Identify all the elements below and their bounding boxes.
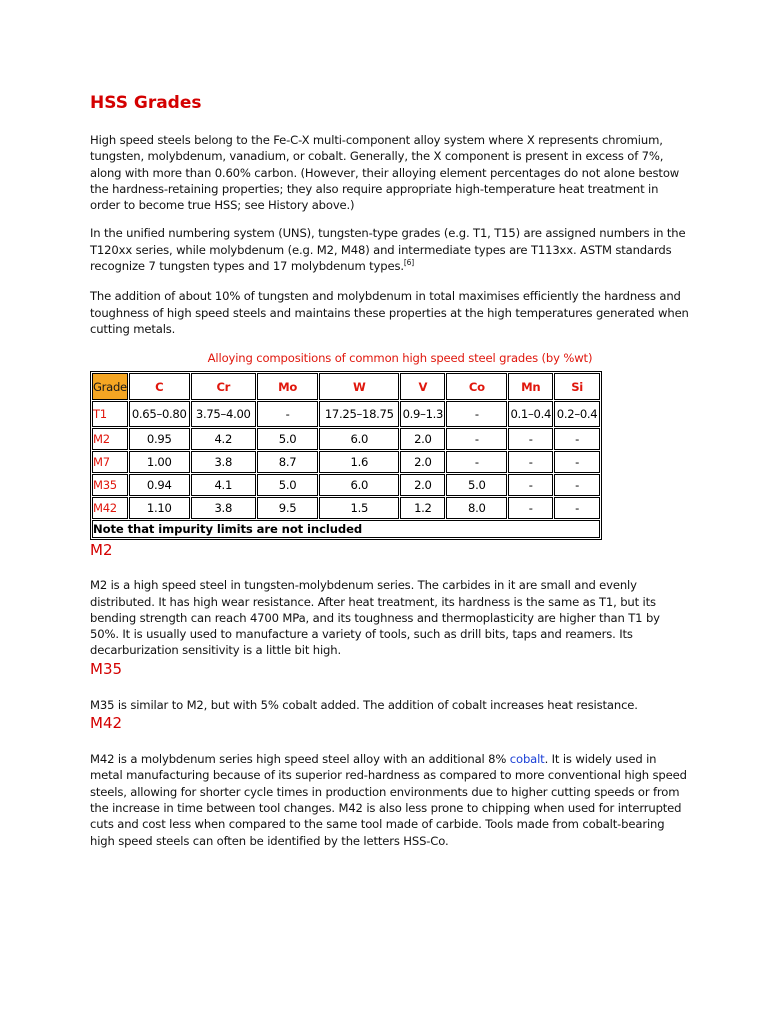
- table-cell: 5.0: [446, 474, 507, 496]
- table-cell: 0.9–1.3: [400, 401, 445, 427]
- page-title: HSS Grades: [90, 93, 202, 113]
- table-note: Note that impurity limits are not included: [92, 520, 600, 538]
- section-heading-m2: M2: [90, 541, 113, 560]
- table-row: [92, 474, 600, 496]
- table-cell: 6.0: [319, 474, 399, 496]
- section-text-m42-part-2: . It is widely used in metal manufacturing because of its superior red-hardness as compared to more conventional high speed steels, allowing for shorter cycle times in production environments due to higher cutting speeds or from the increase in time between tool changes. M42 is also less prone to chipping when used for interrupted cuts and cost less when compared to the same tool made of carbide. Tools made from cobalt-bearing high speed steels can often be identified by the letters HSS-Co.: [90, 752, 687, 848]
- table-cell: 1.6: [319, 451, 399, 473]
- table-cell: 0.1–0.4: [508, 401, 553, 427]
- section-text-m35: M35 is similar to M2, but with 5% cobalt added. The addition of cobalt increases heat resistance.: [90, 697, 638, 712]
- table-cell: -: [508, 428, 553, 450]
- table-cell: -: [554, 474, 600, 496]
- column-header-si: Si: [554, 373, 600, 400]
- table-cell: 3.75–4.00: [191, 401, 256, 427]
- column-header-c: C: [129, 373, 190, 400]
- table-cell: -: [446, 401, 507, 427]
- column-header-cr: Cr: [191, 373, 256, 400]
- table-cell: 2.0: [400, 451, 445, 473]
- table-cell: 2.0: [400, 474, 445, 496]
- article: [90, 92, 690, 849]
- intro-paragraph-2: [90, 225, 690, 274]
- section-text-m42: [90, 751, 690, 849]
- intro-paragraph-2-text: In the unified numbering system (UNS), tungsten-type grades (e.g. T1, T15) are assigned numbers in the T120xx series, while molybdenum (e.g. M2, M48) and intermediate types are T113xx. ASTM standards recognize 7 tungsten types and 17 molybdenum types.: [90, 226, 686, 274]
- table-note-row: [92, 520, 600, 538]
- table-cell: 0.65–0.80: [129, 401, 190, 427]
- table-cell: 4.2: [191, 428, 256, 450]
- table-cell: 3.8: [191, 497, 256, 519]
- table-cell: -: [257, 401, 318, 427]
- section-text-m2: M2 is a high speed steel in tungsten-molybdenum series. The carbides in it are small and evenly distributed. It has high wear resistance. After heat treatment, its hardness is the same as T1, but its bending strength can reach 4700 MPa, and its toughness and thermoplasticity are higher than T1 by 50%. It is usually used to manufacture a variety of tools, such as drill bits, taps and reamers. Its decarburization sensitivity is a little bit high.: [90, 578, 660, 658]
- grade-cell: M35: [92, 474, 128, 496]
- grade-cell: T1: [92, 401, 128, 427]
- intro-paragraph-3: The addition of about 10% of tungsten and molybdenum in total maximises efficiently the hardness and toughness of high speed steels and maintains these properties at the high temperatures generated when cutting metals.: [90, 289, 689, 336]
- table-cell: -: [446, 451, 507, 473]
- column-header-grade: Grade: [92, 373, 128, 400]
- column-header-mn: Mn: [508, 373, 553, 400]
- table-row: [92, 428, 600, 450]
- table-row: [92, 451, 600, 473]
- table-cell: 6.0: [319, 428, 399, 450]
- table-cell: 1.00: [129, 451, 190, 473]
- table-cell: 0.95: [129, 428, 190, 450]
- table-cell: -: [554, 428, 600, 450]
- alloy-composition-table: [90, 371, 602, 540]
- column-header-v: V: [400, 373, 445, 400]
- table-row: [92, 401, 600, 427]
- intro-paragraph-1: High speed steels belong to the Fe-C-X multi-component alloy system where X represents chromium, tungsten, molybdenum, vanadium, or cobalt. Generally, the X component is present in excess of 7%, along with more than 0.60% carbon. (However, their alloying element percentages do not alone bestow the hardness-retaining properties; they also require appropriate high-temperature heat treatment in order to become true HSS; see History above.): [90, 133, 680, 213]
- table-cell: -: [508, 451, 553, 473]
- column-header-co: Co: [446, 373, 507, 400]
- cobalt-link[interactable]: cobalt: [509, 752, 545, 767]
- table-cell: 1.10: [129, 497, 190, 519]
- table-cell: 5.0: [257, 428, 318, 450]
- table-caption: Alloying compositions of common high speed steel grades (by %wt): [207, 351, 593, 366]
- table-cell: 8.0: [446, 497, 507, 519]
- table-cell: 2.0: [400, 428, 445, 450]
- table-cell: 0.94: [129, 474, 190, 496]
- table-header-row: [92, 373, 600, 400]
- section-text-m42-part-1: M42 is a molybdenum series high speed steel alloy with an additional 8%: [90, 752, 510, 767]
- column-header-mo: Mo: [257, 373, 318, 400]
- section-heading-m35: M35: [90, 659, 123, 678]
- table-cell: 9.5: [257, 497, 318, 519]
- table-cell: 3.8: [191, 451, 256, 473]
- table-cell: -: [554, 497, 600, 519]
- table-cell: 5.0: [257, 474, 318, 496]
- grade-cell: M42: [92, 497, 128, 519]
- grade-cell: M2: [92, 428, 128, 450]
- table-cell: -: [508, 497, 553, 519]
- column-header-w: W: [319, 373, 399, 400]
- grade-cell: M7: [92, 451, 128, 473]
- table-cell: 0.2–0.4: [554, 401, 600, 427]
- section-heading-m42: M42: [90, 714, 123, 733]
- table-cell: 8.7: [257, 451, 318, 473]
- table-cell: -: [554, 451, 600, 473]
- table-row: [92, 497, 600, 519]
- table-cell: 4.1: [191, 474, 256, 496]
- table-cell: -: [508, 474, 553, 496]
- table-cell: 1.2: [400, 497, 445, 519]
- table-cell: 1.5: [319, 497, 399, 519]
- table-cell: 17.25–18.75: [319, 401, 399, 427]
- table-cell: -: [446, 428, 507, 450]
- citation-ref[interactable]: [6]: [403, 258, 415, 268]
